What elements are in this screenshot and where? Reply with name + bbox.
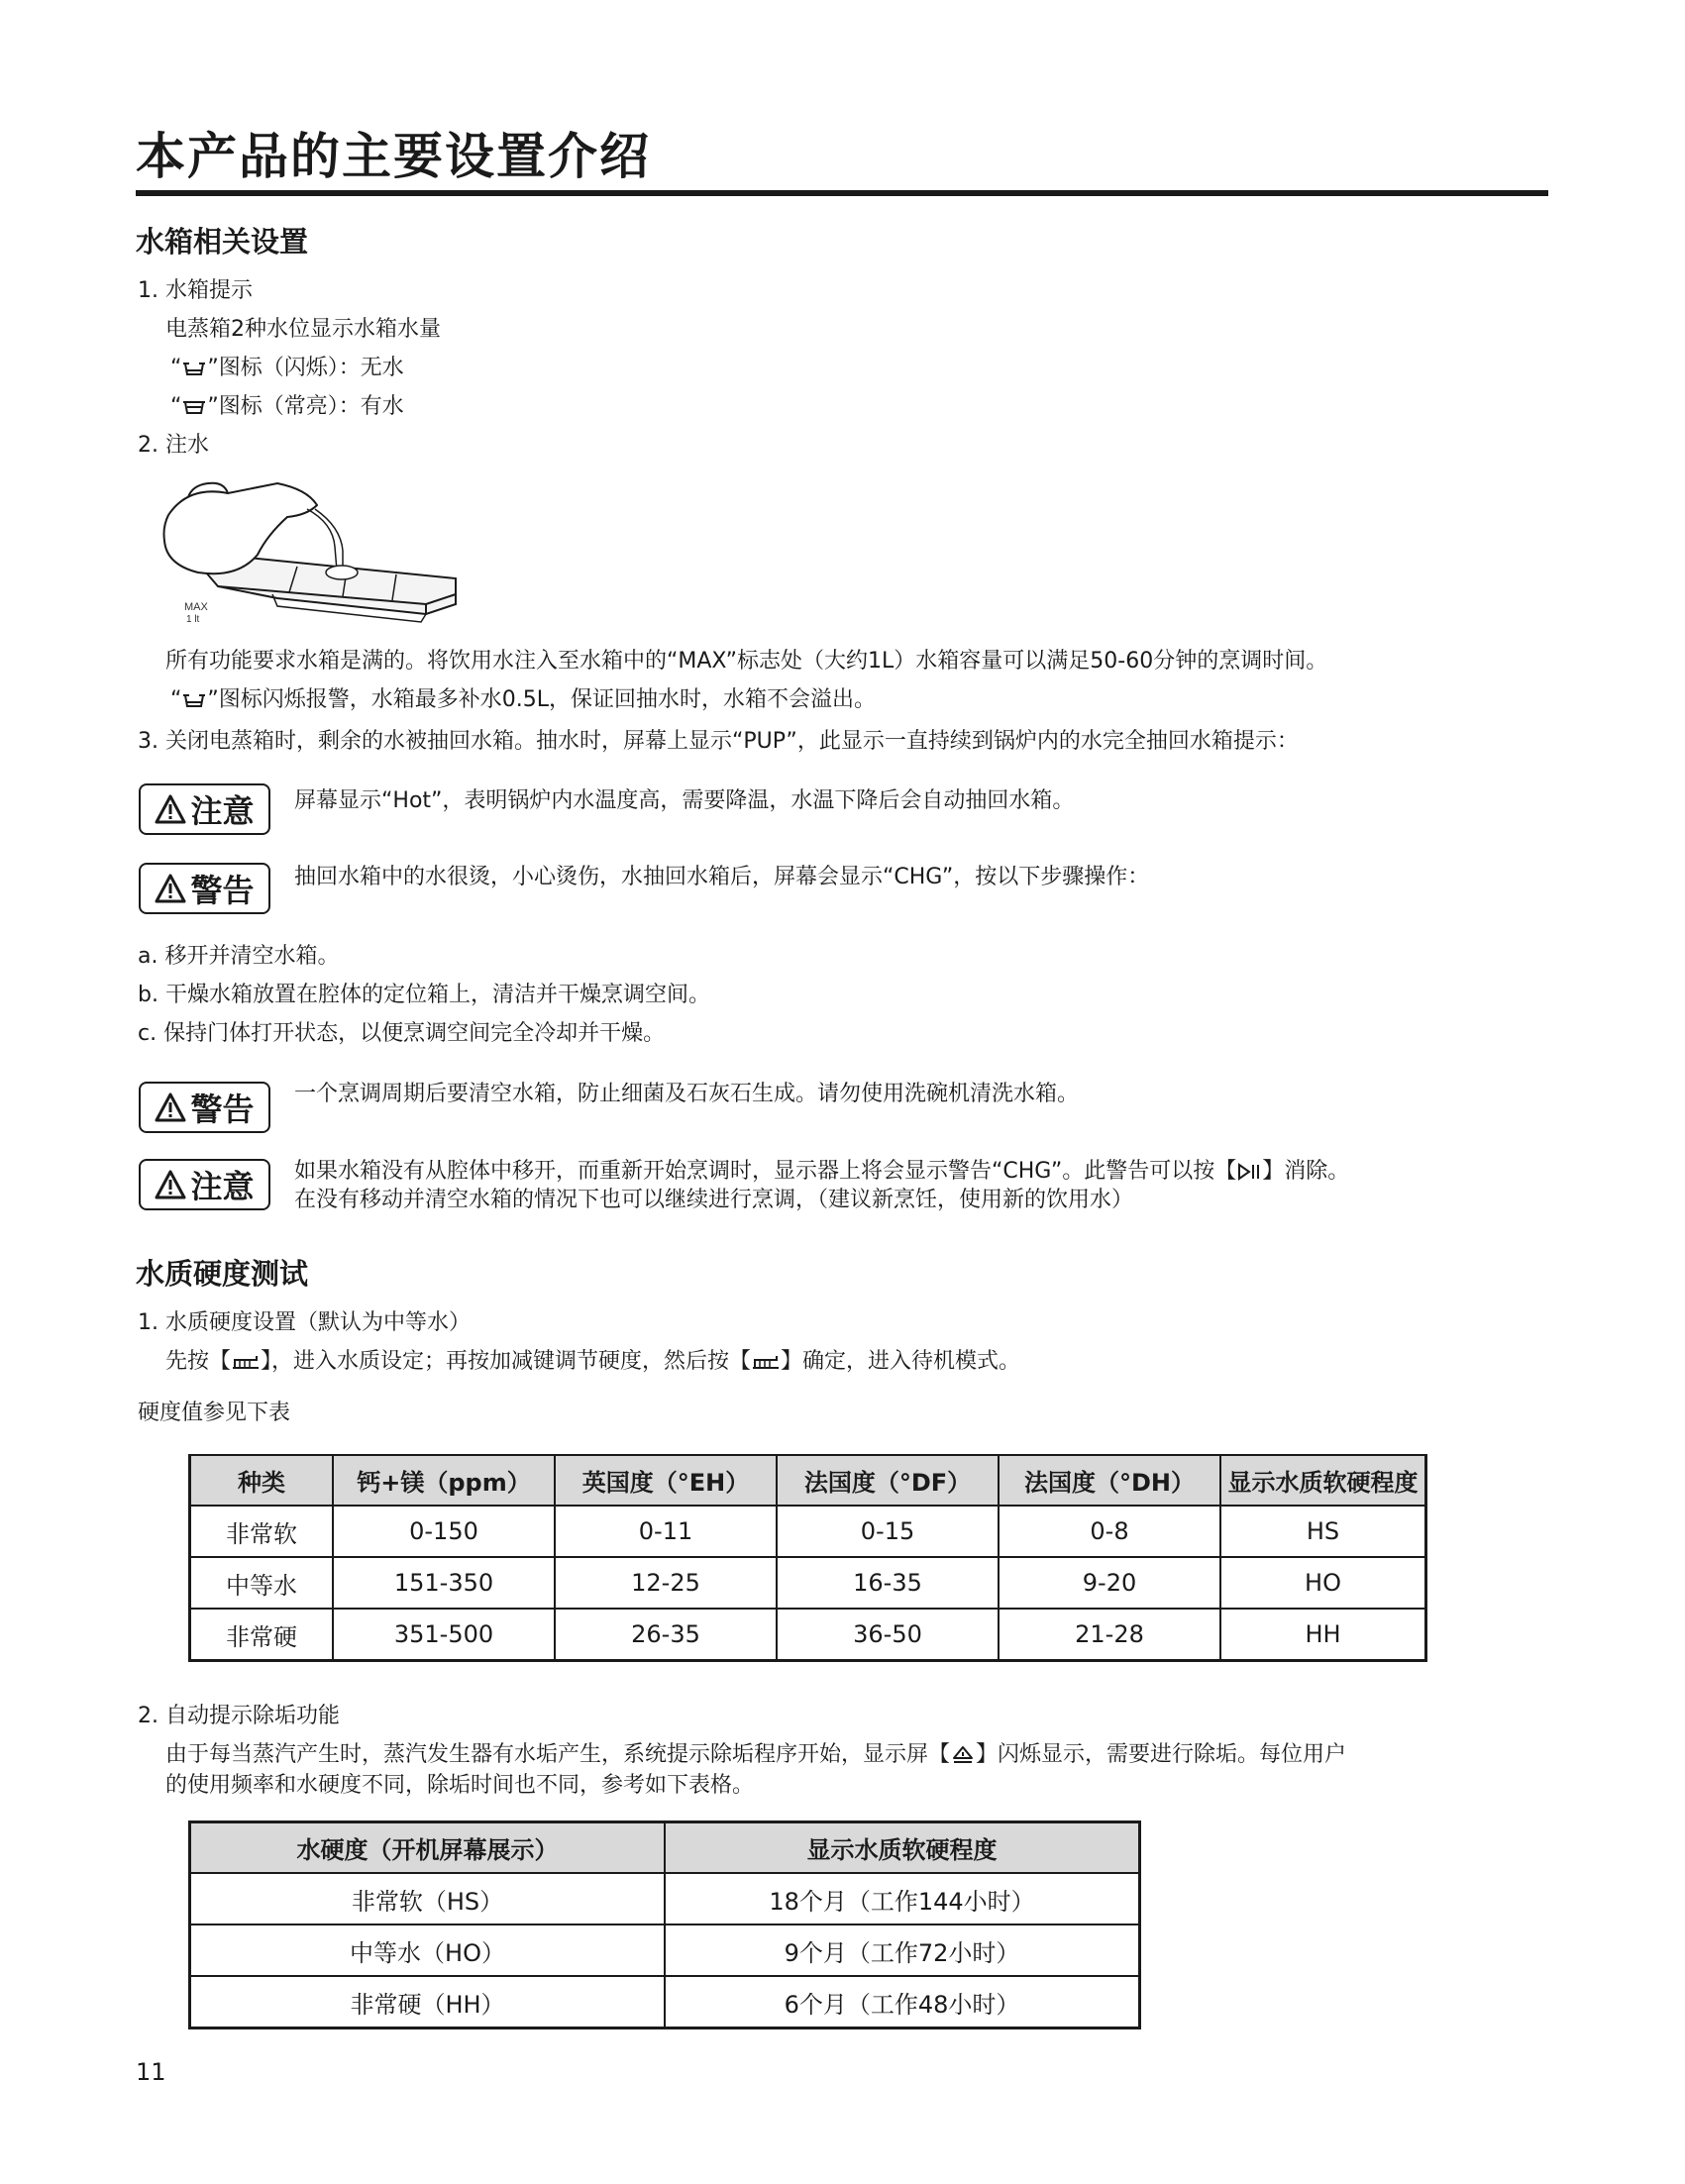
tank-item1-line1: 电蒸箱2种水位显示水箱水量 [165, 317, 441, 342]
warning-triangle-icon [155, 794, 186, 824]
quote-open-3: “ [170, 687, 182, 712]
tank-empty-icon [181, 690, 207, 710]
tank-item1-line3 [170, 392, 404, 422]
warning-label: 警告 [190, 1091, 255, 1128]
table-cell: 9-20 [999, 1557, 1220, 1609]
tank-item2-title: 2. 注水 [138, 433, 209, 458]
page-title: 本产品的主要设置介绍 [136, 128, 651, 185]
table-cell: 中等水（HO） [190, 1924, 666, 1976]
tank-item1-title: 1. 水箱提示 [138, 278, 253, 303]
table-cell: 0-11 [555, 1506, 777, 1557]
warning-triangle-icon [155, 874, 186, 903]
table-cell: HS [1220, 1506, 1426, 1557]
table-cell: 151-350 [333, 1557, 555, 1609]
table-cell: 中等水 [190, 1557, 334, 1609]
table-header-cell: 钙+镁（ppm） [333, 1455, 555, 1506]
tank-para2-text: ”图标闪烁报警，水箱最多补水0.5L，保证回抽水时，水箱不会溢出。 [207, 687, 877, 712]
section-heading-tank: 水箱相关设置 [136, 225, 309, 259]
table-cell: 0-15 [777, 1506, 999, 1557]
notice-4-line1-post: 】消除。 [1262, 1159, 1350, 1184]
tank-item1-line2 [170, 354, 404, 383]
table-row [190, 1609, 1426, 1661]
descale-text-post: 】闪烁显示，需要进行除垢。每位用户 [976, 1742, 1347, 1767]
table-cell: 351-500 [333, 1609, 555, 1661]
hardness-line-c: 】确定，进入待机模式。 [781, 1349, 1021, 1374]
notice-4-line2: 在没有移动并清空水箱的情况下也可以继续进行烹调，（建议新烹饪，使用新的饮用水） [294, 1188, 1134, 1212]
tank-empty-desc: ”图标（闪烁）：无水 [207, 356, 404, 380]
table-row [190, 1976, 1140, 2028]
section-heading-hardness: 水质硬度测试 [136, 1257, 309, 1291]
table-cell: 6个月（工作48小时） [665, 1976, 1140, 2028]
fill-tank-illustration [158, 475, 475, 634]
warning-triangle-icon [155, 1092, 186, 1122]
title-rule [136, 190, 1548, 196]
table-header-cell: 法国度（°DF） [777, 1455, 999, 1506]
table-cell: 12-25 [555, 1557, 777, 1609]
hardness-item2-line2: 的使用频率和水硬度不同，除垢时间也不同，参考如下表格。 [165, 1773, 755, 1798]
notice-3-text: 一个烹调周期后要清空水箱，防止细菌及石灰石生成。请勿使用洗碗机清洗水箱。 [294, 1082, 1080, 1106]
tank-para1: 所有功能要求水箱是满的。将饮用水注入至水箱中的“MAX”标志处（大约1L）水箱容量可以满足50-60分钟的烹调时间。 [165, 649, 1328, 674]
tank-full-icon [181, 397, 207, 417]
pitcher-and-tank-drawing [158, 475, 475, 634]
hardness-item2-title: 2. 自动提示除垢功能 [138, 1704, 340, 1728]
table-header-cell: 种类 [190, 1455, 334, 1506]
descale-table [188, 1820, 1141, 2029]
page-number: 11 [136, 2058, 166, 2086]
unit-label: 1 lt [186, 614, 200, 625]
water-hardness-icon [751, 1352, 781, 1372]
table-row [190, 1873, 1140, 1924]
tank-full-desc: ”图标（常亮）：有水 [207, 394, 404, 419]
tank-empty-icon [181, 359, 207, 378]
hardness-item1-title: 1. 水质硬度设置（默认为中等水） [138, 1310, 471, 1335]
hardness-item1-line [165, 1347, 1020, 1377]
notice-4-line1 [294, 1157, 1349, 1187]
table-cell: 0-150 [333, 1506, 555, 1557]
notice-1-text: 屏幕显示“Hot”，表明锅炉内水温度高，需要降温，水温下降后会自动抽回水箱。 [294, 788, 1075, 813]
step-a: a. 移开并清空水箱。 [138, 944, 340, 969]
table-row [190, 1557, 1426, 1609]
water-hardness-icon [231, 1352, 261, 1372]
descale-icon [950, 1744, 976, 1766]
table-row [190, 1924, 1140, 1976]
table-header-cell: 英国度（°EH） [555, 1455, 777, 1506]
table-cell: 0-8 [999, 1506, 1220, 1557]
play-pause-icon [1236, 1162, 1262, 1182]
table-cell: 非常软 [190, 1506, 334, 1557]
table-cell: 9个月（工作72小时） [665, 1924, 1140, 1976]
table-cell: 16-35 [777, 1557, 999, 1609]
table-header-cell: 显示水质软硬程度 [1220, 1455, 1426, 1506]
tank-item3: 3. 关闭电蒸箱时，剩余的水被抽回水箱。抽水时，屏幕上显示“PUP”，此显示一直持续到锅炉内的水完全抽回水箱提示： [138, 729, 1299, 754]
warning-label: 警告 [190, 872, 255, 909]
caution-badge [139, 783, 270, 835]
table-cell: 非常软（HS） [190, 1873, 666, 1924]
table-cell: 21-28 [999, 1609, 1220, 1661]
table-header-cell: 水硬度（开机屏幕展示） [190, 1822, 666, 1874]
warning-badge [139, 863, 270, 914]
step-b: b. 干燥水箱放置在腔体的定位箱上，清洁并干燥烹调空间。 [138, 983, 710, 1007]
table-cell: HH [1220, 1609, 1426, 1661]
tank-para2 [170, 685, 876, 715]
table-header-cell: 显示水质软硬程度 [665, 1822, 1140, 1874]
warning-triangle-icon [155, 1170, 186, 1199]
caution-badge [139, 1159, 270, 1210]
hardness-line-b: 】，进入水质设定；再按加减键调节硬度，然后按【 [261, 1349, 752, 1374]
descale-text-pre: 由于每当蒸汽产生时，蒸汽发生器有水垢产生，系统提示除垢程序开始，显示屏【 [165, 1742, 951, 1767]
table-cell: 36-50 [777, 1609, 999, 1661]
step-c: c. 保持门体打开状态，以便烹调空间完全冷却并干燥。 [138, 1021, 666, 1046]
notice-4-line1-pre: 如果水箱没有从腔体中移开，而重新开始烹调时，显示器上将会显示警告“CHG”。此警告可以按【 [294, 1159, 1237, 1184]
table-cell: HO [1220, 1557, 1426, 1609]
caution-label: 注意 [190, 792, 255, 830]
hardness-item2-line1 [165, 1740, 1346, 1770]
max-label: MAX [184, 601, 208, 613]
hardness-line-a: 先按【 [165, 1349, 232, 1374]
table-header-row [190, 1822, 1140, 1874]
table-intro: 硬度值参见下表 [138, 1401, 291, 1425]
warning-badge [139, 1082, 270, 1133]
table-row [190, 1506, 1426, 1557]
table-cell: 26-35 [555, 1609, 777, 1661]
hardness-table [188, 1454, 1427, 1662]
table-header-cell: 法国度（°DH） [999, 1455, 1220, 1506]
table-cell: 非常硬 [190, 1609, 334, 1661]
notice-2-text: 抽回水箱中的水很烫，小心烫伤，水抽回水箱后，屏幕会显示“CHG”，按以下步骤操作： [294, 865, 1150, 889]
quote-open-2: “ [170, 394, 182, 419]
table-header-row [190, 1455, 1426, 1506]
caution-label: 注意 [190, 1168, 255, 1205]
table-cell: 非常硬（HH） [190, 1976, 666, 2028]
quote-open: “ [170, 356, 182, 380]
table-cell: 18个月（工作144小时） [665, 1873, 1140, 1924]
